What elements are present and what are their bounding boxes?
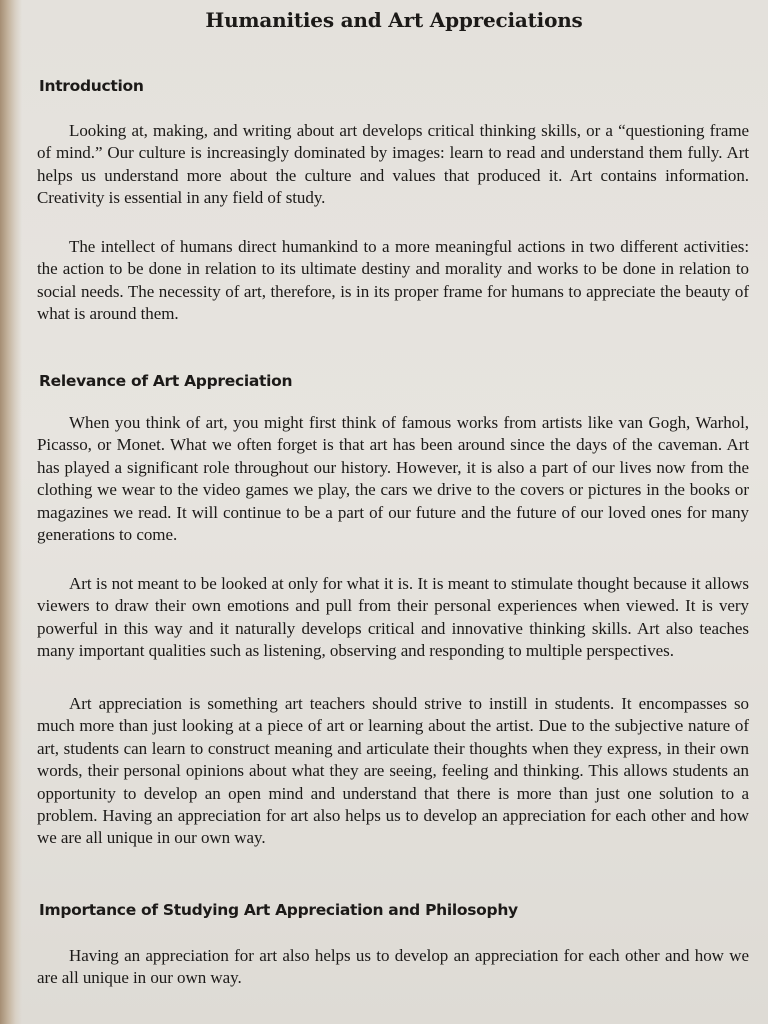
section-heading-relevance: Relevance of Art Appreciation	[39, 372, 293, 390]
paragraph: Having an appreciation for art also helps us to develop an appreciation for each other and how we are all unique in our own way.	[37, 946, 749, 988]
book-spine-shadow	[0, 0, 22, 1024]
section-heading-introduction: Introduction	[39, 77, 144, 95]
book-page	[37, 0, 751, 1024]
paragraph: Art appreciation is something art teachers should strive to instill in students. It encompasses so much more than just looking at a piece of art or learning about the artist. Due to the subjective nature of art, students can learn to construct meaning and articulate their thoughts when they express, in their own words, their personal opinions about what they are seeing, feeling and thinking. This allows students an opportunity to develop an open mind and understand that there is more than just one solution to a problem. Having an appreciation for art also helps us to develop an appreciation for each other and how we are all unique in our own way.	[37, 694, 749, 848]
page-title: Humanities and Art Appreciations	[205, 8, 583, 32]
paragraph: When you think of art, you might first think of famous works from artists like van Gogh, Warhol, Picasso, or Monet. What we often forget is that art has been around since the days of the caveman. Art has played a significant role throughout our history. However, it is also a part of our lives now from the clothing we wear to the video games we play, the cars we drive to the covers or pictures in the books or magazines we read. It will continue to be a part of our future and the future of our loved ones for many generations to come.	[37, 413, 749, 545]
paragraph: The intellect of humans direct humankind to a more meaningful actions in two different activities: the action to be done in relation to its ultimate destiny and morality and works to be done in relation to social needs. The necessity of art, therefore, is in its proper frame for humans to appreciate the beauty of what is around them.	[37, 237, 749, 324]
paragraph: Art is not meant to be looked at only for what it is. It is meant to stimulate thought because it allows viewers to draw their own emotions and pull from their personal experiences when viewed. It is very powerful in this way and it naturally develops critical and innovative thinking skills. Art also teaches many important qualities such as listening, observing and responding to multiple perspectives.	[37, 574, 749, 661]
section-heading-importance: Importance of Studying Art Appreciation and Philosophy	[39, 901, 518, 919]
paragraph: Looking at, making, and writing about art develops critical thinking skills, or a “questioning frame of mind.” Our culture is increasingly dominated by images: learn to read and understand them fully. Art helps us understand more about the culture and values that produced it. Art contains information. Creativity is essential in any field of study.	[37, 121, 749, 208]
